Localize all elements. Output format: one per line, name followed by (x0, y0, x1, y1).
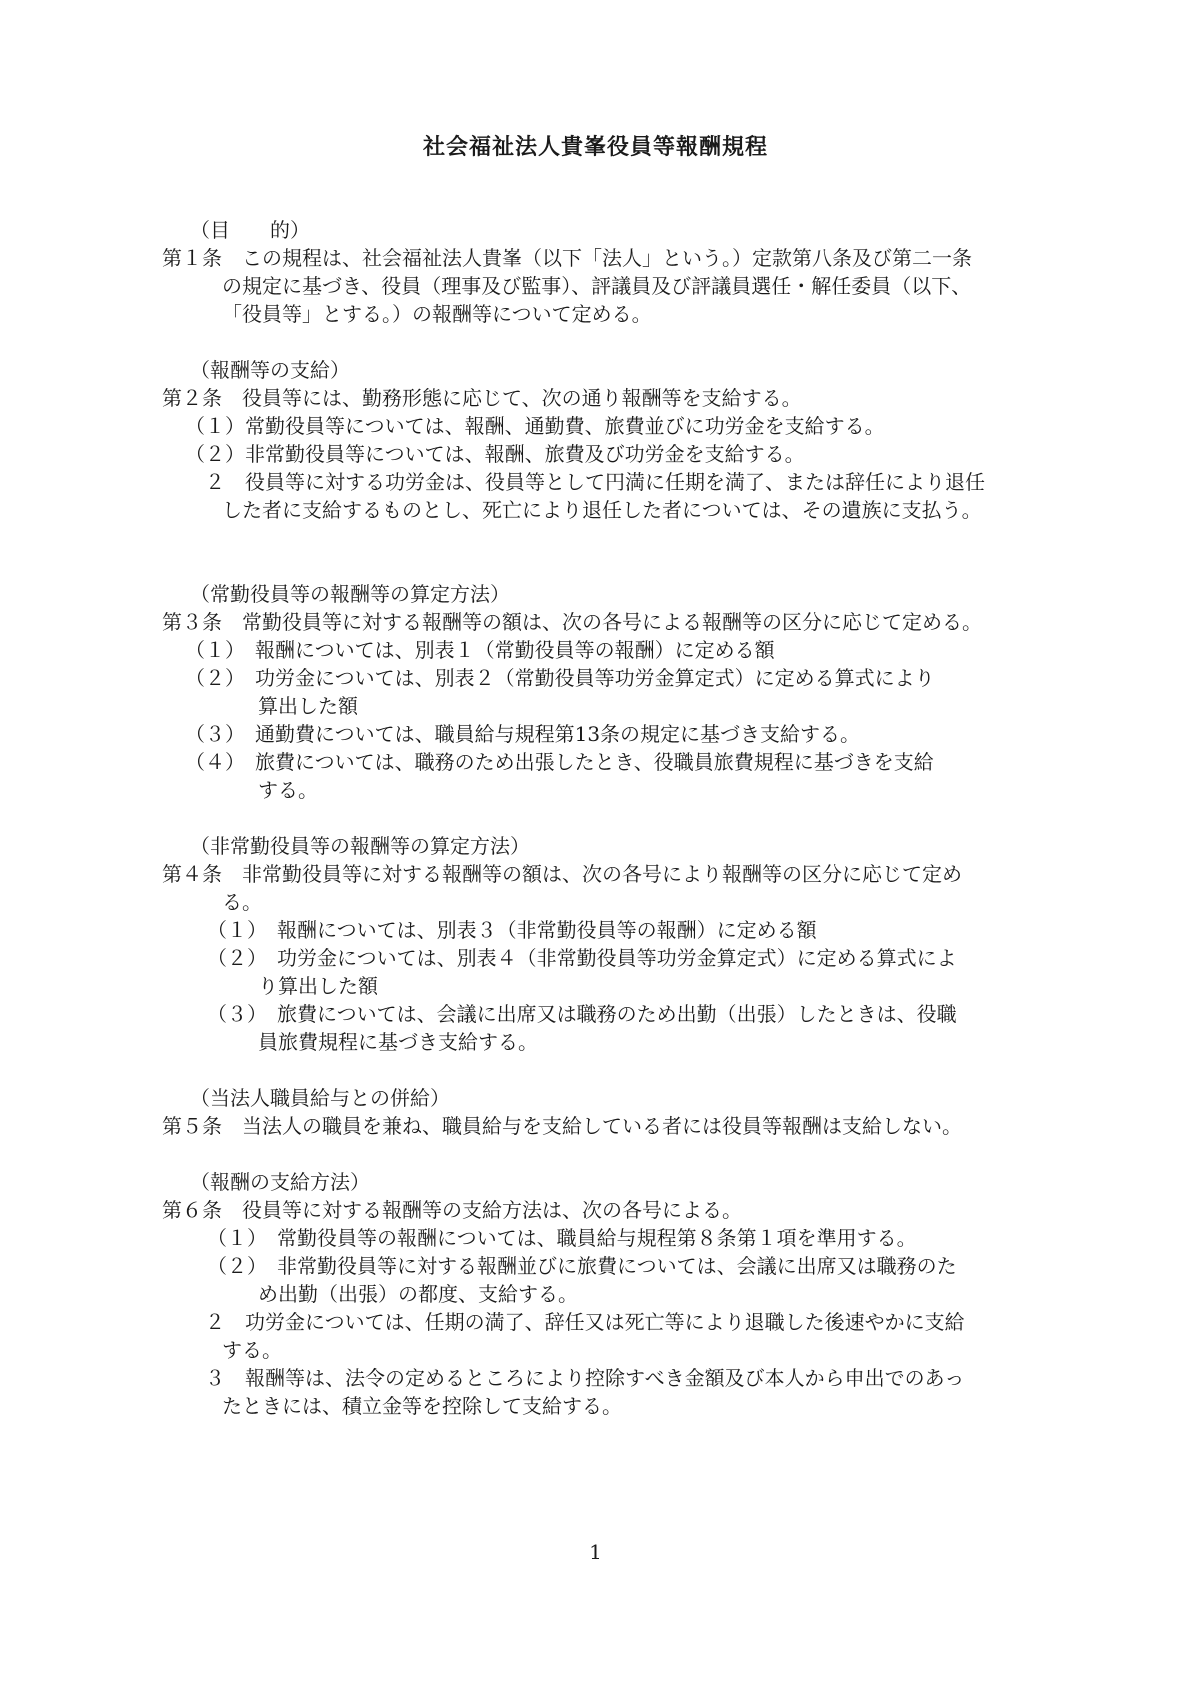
section-heading-concurrent-pay: （当法人職員給与との併給） (190, 1086, 450, 1110)
article-4-line-7: 員旅費規程に基づき支給する。 (258, 1030, 538, 1054)
article-3-line-5: （３） 通勤費については、職員給与規程第13条の規定に基づき支給する。 (185, 722, 861, 746)
article-6-line-5: ２ 功労金については、任期の満了、辞任又は死亡等により退職した後速やかに支給 (205, 1310, 965, 1334)
article-4-line-2: る。 (222, 890, 262, 914)
article-5-line-1: 第５条 当法人の職員を兼ね、職員給与を支給している者には役員等報酬は支給しない。 (162, 1114, 962, 1138)
article-6-line-3: （２） 非常勤役員等に対する報酬並びに旅費については、会議に出席又は職務のた (207, 1254, 957, 1278)
article-1-line-1: 第１条 この規程は、社会福祉法人貴峯（以下「法人」という。）定款第八条及び第二一条 (162, 246, 972, 270)
article-3-line-2: （１） 報酬については、別表１（常勤役員等の報酬）に定める額 (185, 638, 775, 662)
article-2-line-1: 第２条 役員等には、勤務形態に応じて、次の通り報酬等を支給する。 (162, 386, 802, 410)
article-6-line-8: たときには、積立金等を控除して支給する。 (222, 1394, 622, 1418)
article-4-line-1: 第４条 非常勤役員等に対する報酬等の額は、次の各号により報酬等の区分に応じて定め (162, 862, 962, 886)
article-6-line-7: ３ 報酬等は、法令の定めるところにより控除すべき金額及び本人から申出でのあっ (205, 1366, 965, 1390)
article-2-line-4: ２ 役員等に対する功労金は、役員等として円満に任期を満了、または辞任により退任 (205, 470, 985, 494)
article-2-line-2: （１）常勤役員等については、報酬、通勤費、旅費並びに功労金を支給する。 (185, 414, 885, 438)
article-4-line-5: り算出した額 (258, 974, 378, 998)
article-6-line-6: する。 (222, 1338, 282, 1362)
article-1-line-2: の規定に基づき、役員（理事及び監事）、評議員及び評議員選任・解任委員（以下、 (222, 274, 972, 298)
article-3-line-7: する。 (258, 778, 318, 802)
section-heading-purpose: （目 的） (190, 218, 310, 242)
section-heading-parttime-calc: （非常勤役員等の報酬等の算定方法） (190, 834, 530, 858)
article-3-line-6: （４） 旅費については、職務のため出張したとき、役職員旅費規程に基づきを支給 (185, 750, 934, 774)
article-3-line-4: 算出した額 (258, 694, 358, 718)
article-4-line-3: （１） 報酬については、別表３（非常勤役員等の報酬）に定める額 (207, 918, 817, 942)
section-heading-fulltime-calc: （常勤役員等の報酬等の算定方法） (190, 582, 510, 606)
article-1-line-3: 「役員等」とする。）の報酬等について定める。 (222, 302, 652, 326)
article-6-line-1: 第６条 役員等に対する報酬等の支給方法は、次の各号による。 (162, 1198, 742, 1222)
article-3-line-3: （２） 功労金については、別表２（常勤役員等功労金算定式）に定める算式により (185, 666, 935, 690)
section-heading-payment: （報酬等の支給） (190, 358, 350, 382)
article-3-line-1: 第３条 常勤役員等に対する報酬等の額は、次の各号による報酬等の区分に応じて定める。 (162, 610, 982, 634)
article-2-line-3: （２）非常勤役員等については、報酬、旅費及び功労金を支給する。 (185, 442, 805, 466)
page-number: 1 (589, 1540, 602, 1564)
document-title: 社会福祉法人貴峯役員等報酬規程 (422, 134, 768, 160)
article-4-line-4: （２） 功労金については、別表４（非常勤役員等功労金算定式）に定める算式によ (207, 946, 957, 970)
article-2-line-5: した者に支給するものとし、死亡により退任した者については、その遺族に支払う。 (222, 498, 982, 522)
article-6-line-4: め出勤（出張）の都度、支給する。 (258, 1282, 578, 1306)
article-4-line-6: （３） 旅費については、会議に出席又は職務のため出勤（出張）したときは、役職 (207, 1002, 957, 1026)
article-6-line-2: （１） 常勤役員等の報酬については、職員給与規程第８条第１項を準用する。 (207, 1226, 917, 1250)
section-heading-payment-method: （報酬の支給方法） (190, 1170, 370, 1194)
